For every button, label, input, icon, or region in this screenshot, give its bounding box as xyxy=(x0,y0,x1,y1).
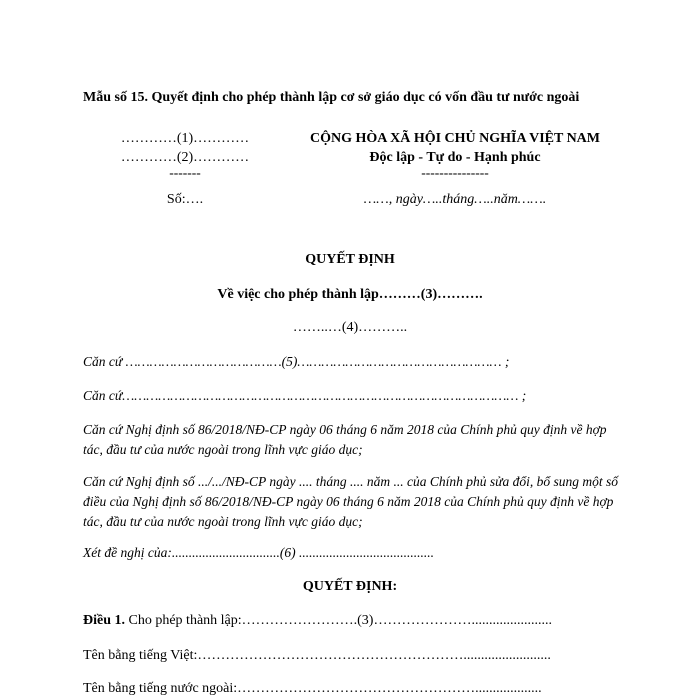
decision-title: QUYẾT ĐỊNH xyxy=(305,252,395,267)
legal-basis-3: Căn cứ Nghị định số 86/2018/NĐ-CP ngày 06 tháng 6 năm 2018 của Chính phủ quy định về hợp tác, đầu tư của nước ngoài trong lĩnh vực giáo dục; xyxy=(83,422,607,457)
country-name: CỘNG HÒA XÃ HỘI CHỦ NGHĨA VIỆT NAM xyxy=(309,131,600,146)
right-divider: --------------- xyxy=(421,165,489,180)
decision-heading: QUYẾT ĐỊNH: xyxy=(302,579,398,594)
agency-line-2: …………(2)………… xyxy=(120,150,250,165)
subject-line: Về việc cho phép thành lập………(3)………. xyxy=(217,287,483,302)
national-motto: Độc lập - Tự do - Hạnh phúc xyxy=(369,150,541,165)
article-1 xyxy=(83,613,552,629)
left-divider: ------- xyxy=(169,165,201,180)
proposal-line: Xét đề nghị của:................................(6) ........................................ xyxy=(83,545,434,560)
legal-basis-2: Căn cứ……………………………………………………………………………………… ; xyxy=(83,388,527,403)
agency-line-1: …………(1)………… xyxy=(120,131,250,146)
legal-basis-1: Căn cứ …………………………………(5)…………………………………………… ; xyxy=(83,354,510,369)
article-1-text: Cho phép thành lập:…………………….(3)…………………....................... xyxy=(125,613,552,628)
document-number: Số:…. xyxy=(166,192,204,207)
legal-basis-4: Căn cứ Nghị định số .../.../NĐ-CP ngày .... tháng .... năm ... của Chính phủ sửa đổi, bổ sung một số điều của Nghị định số 86/2018/NĐ-CP ngày 06 tháng 6 năm 2018 của Chính phủ quy định về hợp tác, đầu tư của nước ngoài trong lĩnh vực giáo dục; xyxy=(83,474,618,529)
form-title: Mẫu số 15. Quyết định cho phép thành lập cơ sở giáo dục có vốn đầu tư nước ngoài xyxy=(83,90,580,105)
article-1-label: Điều 1. xyxy=(83,613,125,628)
date-line: ……, ngày…..tháng…..năm……. xyxy=(363,192,547,207)
foreign-name-line: Tên bằng tiếng nước ngoài:……………………………………………................... xyxy=(83,681,542,696)
vietnamese-name-line: Tên bằng tiếng Việt:…………………………………………………......................... xyxy=(83,648,551,663)
subject-line-2: ……..…(4)……….. xyxy=(292,320,408,335)
